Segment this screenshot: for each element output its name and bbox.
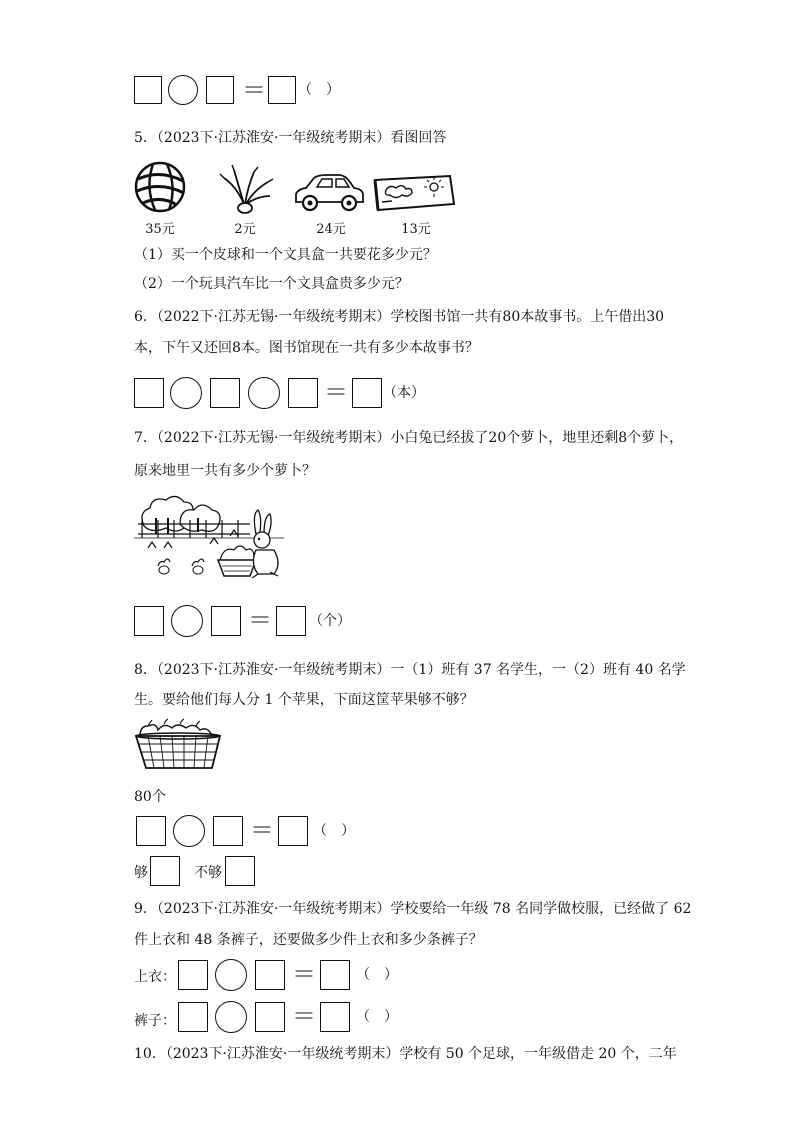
basket-count: 80个	[134, 789, 166, 805]
answer-box[interactable]	[255, 960, 285, 990]
operator-circle[interactable]	[173, 815, 205, 847]
answer-box[interactable]	[134, 606, 164, 636]
answer-box[interactable]	[255, 1002, 285, 1032]
not-enough-label: 不够	[194, 865, 222, 881]
unit-label: （ ）	[356, 1009, 398, 1025]
operator-circle[interactable]	[170, 377, 202, 409]
toy-car-icon	[292, 172, 366, 214]
rabbit-garden-illustration	[134, 494, 284, 580]
answer-box[interactable]	[206, 76, 234, 104]
operator-circle[interactable]	[171, 605, 203, 637]
q6-line1: 6．（2022下·江苏无锡·一年级统考期末）学校图书馆一共有80本故事书。上午借出30	[134, 309, 665, 325]
answer-box[interactable]	[276, 606, 306, 636]
answer-box[interactable]	[213, 816, 243, 846]
shirt-label: 上衣：	[134, 969, 176, 985]
operator-circle[interactable]	[215, 959, 247, 991]
q6-line2: 本，下午又还回8本。图书馆现在一共有多少本故事书？	[134, 340, 479, 356]
q5-header: 5．（2023下·江苏淮安·一年级统考期末）看图回答	[134, 130, 447, 146]
price-ball: 35元	[145, 222, 175, 237]
answer-box[interactable]	[268, 76, 296, 104]
q9-line1: 9．（2023下·江苏淮安·一年级统考期末）学校要给一年级 78 名同学做校服，已经做了 62	[134, 901, 692, 917]
not-enough-checkbox[interactable]	[225, 856, 255, 886]
pants-label: 裤子：	[134, 1013, 176, 1029]
unit-label: （个）	[309, 613, 351, 629]
answer-box[interactable]	[320, 1002, 350, 1032]
price-pencil-case: 13元	[401, 222, 431, 237]
operator-circle[interactable]	[215, 1001, 247, 1033]
operator-circle[interactable]	[248, 377, 280, 409]
q9-line2: 件上衣和 48 条裤子，还要做多少件上衣和多少条裤子？	[134, 932, 483, 948]
q8-line1: 8．（2023下·江苏淮安·一年级统考期末）一（1）班有 37 名学生，一（2）班有 40 名学	[134, 662, 686, 678]
q5-sub1: （1）买一个皮球和一个文具盒一共要花多少元？	[134, 247, 437, 263]
pencil-case-icon	[372, 172, 458, 214]
answer-box[interactable]	[134, 76, 162, 104]
operator-circle[interactable]	[168, 75, 198, 105]
answer-box[interactable]	[288, 378, 318, 408]
q7-line2: 原来地里一共有多少个萝卜？	[134, 463, 316, 479]
shuttlecock-icon	[218, 164, 274, 216]
equals-sign: ＝	[292, 1002, 316, 1030]
equals-sign: ＝	[248, 606, 272, 634]
volleyball-icon	[133, 161, 189, 213]
answer-box[interactable]	[178, 1002, 208, 1032]
unit-label: （ ）	[356, 967, 398, 983]
equals-sign: ＝	[242, 76, 266, 104]
answer-box[interactable]	[320, 960, 350, 990]
answer-box[interactable]	[278, 816, 308, 846]
q8-line2: 生。要给他们每人分 1 个苹果，下面这筐苹果够不够？	[134, 692, 474, 708]
price-car: 24元	[316, 222, 346, 237]
answer-box[interactable]	[134, 378, 164, 408]
answer-box[interactable]	[178, 960, 208, 990]
enough-checkbox[interactable]	[150, 856, 180, 886]
q7-line1: 7．（2022下·江苏无锡·一年级统考期末）小白兔已经拔了20个萝卜，地里还剩8个萝卜，	[134, 430, 684, 446]
apple-basket-icon	[134, 718, 224, 774]
answer-box[interactable]	[136, 816, 166, 846]
unit-label: （本）	[383, 385, 425, 401]
q5-sub2: （2）一个玩具汽车比一个文具盒贵多少元？	[134, 276, 409, 292]
equals-sign: ＝	[324, 378, 348, 406]
answer-box[interactable]	[211, 606, 241, 636]
answer-box[interactable]	[352, 378, 382, 408]
price-shuttlecock: 2元	[234, 222, 256, 237]
equals-sign: ＝	[292, 960, 316, 988]
unit-label: （ ）	[298, 82, 340, 98]
enough-label: 够	[134, 865, 148, 881]
q10-line1: 10．（2023下·江苏淮安·一年级统考期末）学校有 50 个足球，一年级借走 20 个，二年	[134, 1046, 677, 1062]
answer-box[interactable]	[210, 378, 240, 408]
equals-sign: ＝	[250, 816, 274, 844]
unit-label: （ ）	[313, 823, 355, 839]
